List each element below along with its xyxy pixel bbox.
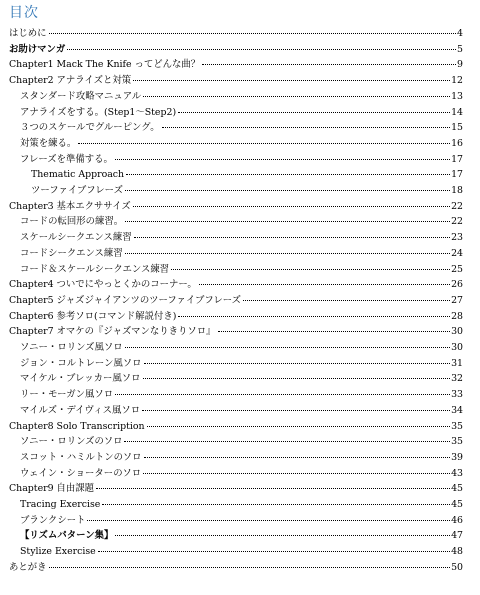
dot-leader <box>115 158 450 160</box>
dot-leader <box>144 456 451 458</box>
toc-page-number: 4 <box>457 28 463 39</box>
toc-entry-label: スケールシークエンス練習 <box>20 232 132 244</box>
toc-entry[interactable] <box>0 513 480 528</box>
toc-page-number: 22 <box>451 200 463 212</box>
dot-leader <box>147 425 450 427</box>
toc-entry-label: ソニー・ロリンズ風ソロ <box>20 342 123 353</box>
toc-entry-label: Chapter4 ついでにやっとくかのコーナー。 <box>9 279 197 291</box>
toc-entry-label: Chapter2 アナライズと対策 <box>9 75 132 87</box>
dot-leader <box>124 440 450 442</box>
toc-page-number: 35 <box>451 436 463 448</box>
toc-entry[interactable] <box>0 230 480 245</box>
toc-entry-label: Chapter1 Mack The Knife ってどんな曲？ <box>9 59 201 71</box>
dot-leader <box>218 330 451 332</box>
dot-leader <box>125 252 450 254</box>
toc-page-number: 35 <box>451 420 463 432</box>
toc-entry[interactable] <box>0 466 480 481</box>
toc-entry[interactable] <box>0 324 480 339</box>
toc-page-number: 48 <box>451 546 463 558</box>
dot-leader <box>49 566 451 568</box>
toc-entry-label: アナライズをする。(Step1〜Step2) <box>20 106 177 118</box>
toc-entry-label: フレーズを準備する。 <box>20 153 113 165</box>
toc-entry[interactable] <box>0 277 480 292</box>
toc-entry[interactable] <box>0 152 480 167</box>
dot-leader <box>125 346 450 348</box>
toc-page-number: 30 <box>451 326 463 338</box>
toc-page-number: 39 <box>451 451 463 463</box>
toc-entry-label: マイルズ・デイヴィス風ソロ <box>20 404 141 416</box>
toc-entry-label: ソニー・ロリンズのソロ <box>20 436 123 448</box>
toc-entry-label: ツーファイブフレーズ <box>31 185 123 196</box>
toc-page-number: 24 <box>451 247 463 259</box>
dot-leader <box>125 189 450 191</box>
dot-leader <box>143 472 450 474</box>
toc-page-number: 14 <box>451 106 463 118</box>
toc-entry[interactable] <box>0 120 480 135</box>
dot-leader <box>202 63 456 65</box>
toc-entry[interactable] <box>0 136 480 151</box>
dot-leader <box>102 503 450 505</box>
toc-entry[interactable] <box>0 528 480 543</box>
toc-entry[interactable] <box>0 403 480 418</box>
dot-leader <box>125 220 450 222</box>
toc-entry-label: Chapter3 基本エクササイズ <box>9 200 131 212</box>
toc-entry[interactable] <box>0 419 480 434</box>
toc-page-number: 46 <box>451 514 463 526</box>
toc-page-number: 13 <box>451 90 463 102</box>
toc-page-number: 5 <box>457 43 463 55</box>
toc-entry[interactable] <box>0 167 480 182</box>
dot-leader <box>67 48 456 50</box>
dot-leader <box>199 283 450 285</box>
dot-leader <box>126 173 450 175</box>
toc-entry-label: Chapter7 オマケの『ジャズマンなりきりソロ』 <box>9 326 216 338</box>
toc-entry[interactable] <box>0 434 480 449</box>
toc-page-number: 22 <box>451 216 463 228</box>
dot-leader <box>87 519 450 521</box>
toc-page-number: 27 <box>451 294 463 306</box>
dot-leader <box>142 409 450 411</box>
toc-entry-label: Chapter9 自由課題 <box>9 483 95 495</box>
toc-page-number: 43 <box>451 467 463 479</box>
toc-entry[interactable] <box>0 356 480 371</box>
toc-entry-label: 【リズムパターン集】 <box>20 530 114 542</box>
toc-entry[interactable] <box>0 340 480 355</box>
toc-entry-label: ブランクシート <box>20 514 86 526</box>
toc-entry-label: ウェイン・ショーターのソロ <box>20 467 142 479</box>
toc-entry-label: Chapter8 Solo Transcription <box>9 420 145 432</box>
toc-entry[interactable] <box>0 57 480 72</box>
dot-leader <box>162 126 450 128</box>
toc-page-number: 45 <box>451 499 463 510</box>
toc-entry[interactable] <box>0 497 480 512</box>
toc-entry[interactable] <box>0 293 480 308</box>
toc-page-number: 34 <box>451 404 463 416</box>
toc-page-number: 23 <box>451 232 463 244</box>
toc-entry[interactable] <box>0 199 480 214</box>
toc-entry-label: Stylize Exercise <box>20 546 96 558</box>
dot-leader <box>243 299 450 301</box>
toc-entry-label: コードシークエンス練習 <box>20 247 123 259</box>
dot-leader <box>78 142 450 144</box>
toc-page-number: 45 <box>451 483 463 495</box>
toc-entry-label: マイケル・ブレッカー風ソロ <box>20 373 141 385</box>
toc-entry-label: あとがき <box>9 561 47 573</box>
dot-leader <box>144 362 451 364</box>
dot-leader <box>143 377 451 379</box>
toc-page-number: 17 <box>451 169 463 181</box>
dot-leader <box>178 315 450 317</box>
dot-leader <box>133 205 450 207</box>
toc-entry[interactable] <box>0 89 480 104</box>
toc-entry[interactable] <box>0 246 480 261</box>
dot-leader <box>96 487 450 489</box>
dot-leader <box>178 111 450 113</box>
toc-entry-label: はじめに <box>9 28 47 39</box>
dot-leader <box>115 534 450 536</box>
toc-entry[interactable] <box>0 42 480 57</box>
toc-entry[interactable] <box>0 387 480 402</box>
toc-entry[interactable] <box>0 262 480 277</box>
toc-entry[interactable] <box>0 481 480 496</box>
toc-entry-label: コードの転回形の練習。 <box>20 216 124 228</box>
toc-page-number: 30 <box>451 342 463 353</box>
toc-entry-label: コード＆スケールシークエンス練習 <box>20 263 170 275</box>
toc-entry-label: Chapter6 参考ソロ(コマンド解説付き) <box>9 310 177 322</box>
toc-page-number: 31 <box>451 357 463 369</box>
toc-entry-label: Thematic Approach <box>31 169 125 181</box>
toc-page-number: 9 <box>457 59 463 71</box>
toc-page-number: 50 <box>451 561 463 573</box>
toc-entry[interactable] <box>0 450 480 465</box>
toc-entry-label: ３つのスケールでグルーピング。 <box>20 122 160 134</box>
toc-page-number: 15 <box>451 122 463 134</box>
toc-page-number: 28 <box>451 310 463 322</box>
toc-entry-label: スコット・ハミルトンのソロ <box>20 451 142 463</box>
toc-page-number: 32 <box>451 373 463 385</box>
toc-entry[interactable] <box>0 26 480 41</box>
dot-leader <box>143 95 450 97</box>
toc-entry-label: お助けマンガ <box>9 43 66 55</box>
toc-page-number: 18 <box>451 185 463 196</box>
dot-leader <box>98 550 450 552</box>
toc-entry[interactable] <box>0 73 480 88</box>
toc-entry[interactable] <box>0 309 480 324</box>
toc-entry-label: ジョン・コルトレーン風ソロ <box>20 357 142 369</box>
toc-entry[interactable] <box>0 183 480 198</box>
toc-entry[interactable] <box>0 371 480 386</box>
toc-page-number: 12 <box>451 75 463 87</box>
dot-leader <box>134 236 450 238</box>
toc-entry[interactable] <box>0 214 480 229</box>
toc-entry-label: 対策を練る。 <box>20 137 77 149</box>
toc-page-number: 16 <box>451 137 463 149</box>
dot-leader <box>115 393 450 395</box>
toc-entry[interactable] <box>0 105 480 120</box>
dot-leader <box>133 79 450 81</box>
toc-page-number: 26 <box>451 279 463 291</box>
toc-entry[interactable] <box>0 560 480 575</box>
toc-page-number: 33 <box>451 389 463 401</box>
toc-page-number: 25 <box>451 263 463 275</box>
toc-page-number: 47 <box>451 530 463 542</box>
toc-entry-label: Chapter5 ジャズジャイアンツのツーファイブフレーズ <box>9 294 242 306</box>
toc-entry-label: リー・モーガン風ソロ <box>20 389 114 401</box>
dot-leader <box>49 32 456 34</box>
toc-page-number: 17 <box>451 153 463 165</box>
toc-entry-label: Tracing Exercise <box>20 499 101 510</box>
dot-leader <box>171 268 450 270</box>
page-title: 目次 <box>9 5 39 21</box>
toc-entry[interactable] <box>0 544 480 559</box>
toc-entry-label: スタンダード攻略マニュアル <box>20 90 142 102</box>
